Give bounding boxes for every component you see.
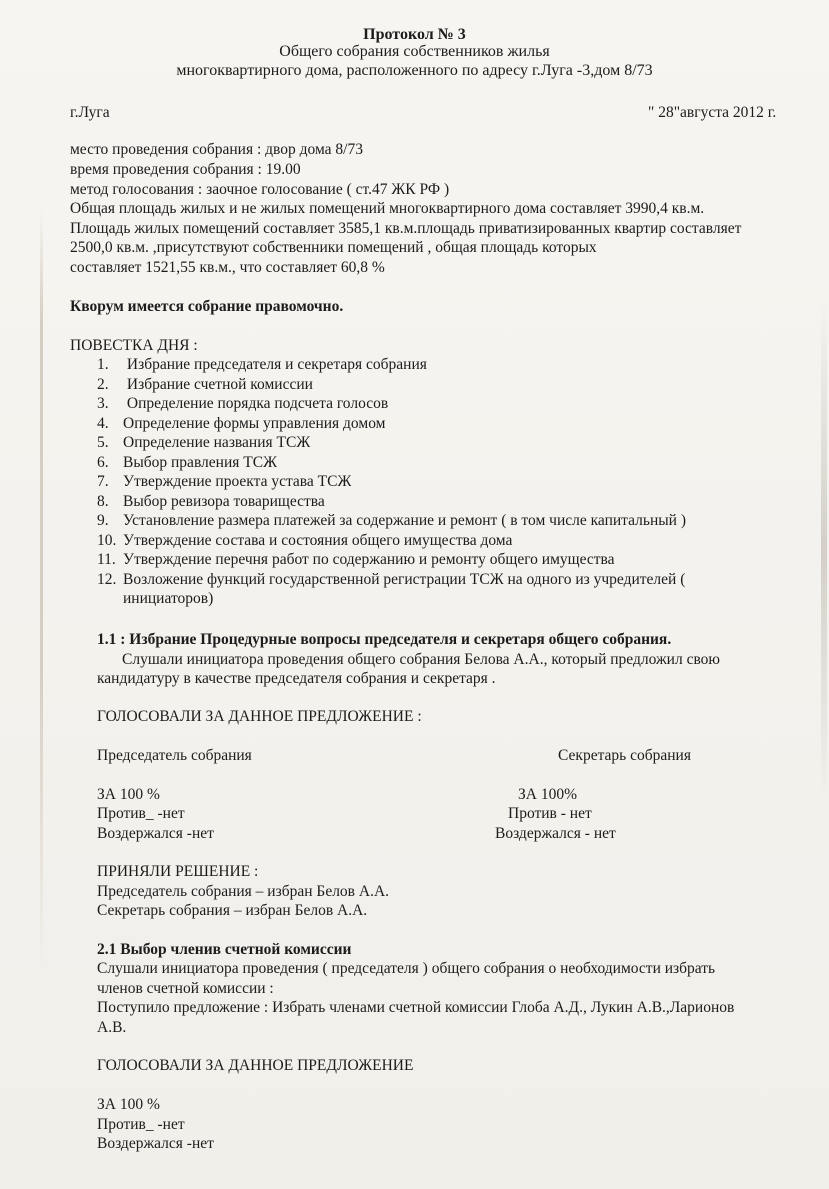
agenda-item-number: 12.: [97, 570, 117, 588]
agenda-item-number: 8.: [97, 492, 109, 510]
chairman-vote-title: Председатель собрания: [97, 747, 252, 764]
agenda-item-number: 2.: [97, 375, 109, 393]
secretary-vote-abstain: Воздержался - нет: [495, 825, 616, 842]
section-1-voted-heading: ГОЛОСОВАЛИ ЗА ДАННОЕ ПРЕДЛОЖЕНИЕ :: [97, 708, 422, 725]
section-1-paragraph-2: кандидатуру в качестве председателя собрания и секретаря .: [97, 670, 496, 687]
area-line-3: 2500,0 кв.м. ,присутствуют собственники помещений , общая площадь которых: [70, 239, 597, 256]
protocol-title: Протокол № 3: [363, 26, 466, 43]
agenda-item-text: Утверждение состава и состояния общего имущества дома: [123, 531, 513, 549]
secretary-vote-title: Секретарь собрания: [558, 747, 691, 764]
agenda-item-number: 6.: [97, 453, 109, 471]
protocol-subtitle-1: Общего собрания собственников жилья: [279, 43, 550, 60]
protocol-subtitle-2: многоквартирного дома, расположенного по адресу г.Луга -3,дом 8/73: [176, 62, 653, 79]
agenda-item: [97, 531, 512, 550]
section-1-heading: 1.1 : Избрание Процедурные вопросы председателя и секретаря общего собрания.: [97, 631, 672, 648]
agenda-item-number: 9.: [97, 512, 109, 529]
agenda-item-number: 1.: [97, 356, 109, 373]
agenda-item-number: 5.: [97, 434, 109, 451]
agenda-item-text: Выбор ревизора товарищества: [123, 492, 325, 510]
agenda-item: [97, 394, 388, 413]
paper-fold-line: [40, 210, 43, 970]
agenda-item: [97, 414, 385, 433]
chairman-vote-abstain: Воздержался -нет: [97, 825, 214, 842]
agenda-item: [97, 375, 313, 394]
agenda-item: [97, 550, 615, 569]
agenda-item-text: Определение названия ТСЖ: [123, 434, 311, 451]
section-2-vote-for: ЗА 100 %: [97, 1096, 160, 1113]
agenda-item-text: Утверждение перечня работ по содержанию и ремонту общего имущества: [123, 551, 615, 568]
agenda-heading: ПОВЕСТКА ДНЯ :: [70, 337, 198, 354]
decision-secretary: Секретарь собрания – избран Белов А.А.: [97, 902, 368, 919]
paper-edge-shadow: [821, 300, 827, 800]
area-line-4: составляет 1521,55 кв.м., что составляет 60,8 %: [70, 259, 385, 276]
agenda-item-text: инициаторов): [123, 590, 214, 607]
secretary-vote-for: ЗА 100%: [518, 786, 577, 803]
document-date: " 28"августа 2012 г.: [648, 104, 777, 121]
secretary-vote-against: Против - нет: [508, 805, 592, 822]
section-1-decision-heading: ПРИНЯЛИ РЕШЕНИЕ :: [97, 863, 259, 880]
agenda-item-text: Выбор правления ТСЖ: [123, 453, 277, 471]
section-2-paragraph-3: Поступило предложение : Избрать членами счетной комиссии Глоба А.Д., Лукин А.В.,Ларионов: [97, 999, 735, 1016]
section-2-vote-against: Против_ -нет: [97, 1116, 185, 1133]
section-2-paragraph-1: Слушали инициатора проведения ( председателя ) общего собрания о необходимости избрать: [97, 960, 716, 977]
agenda-item-text: Возложение функций государственной регистрации ТСЖ на одного из учредителей (: [123, 570, 686, 588]
chairman-vote-for: ЗА 100 %: [97, 786, 160, 803]
section-2-vote-abstain: Воздержался -нет: [97, 1135, 214, 1152]
city: г.Луга: [70, 104, 110, 121]
agenda-item-text: Определение порядка подсчета голосов: [123, 395, 389, 412]
voting-method: метод голосования : заочное голосование ( ст.47 ЖК РФ ): [70, 181, 450, 198]
agenda-item-text: Определение формы управления домом: [123, 414, 386, 432]
section-2-voted-heading: ГОЛОСОВАЛИ ЗА ДАННОЕ ПРЕДЛОЖЕНИЕ: [97, 1057, 414, 1074]
section-2-heading: 2.1 Выбор членив счетной комиссии: [97, 941, 352, 958]
agenda-item: [97, 472, 351, 491]
section-2-paragraph-4: А.В.: [97, 1019, 127, 1036]
decision-chairman: Председатель собрания – избран Белов А.А.: [97, 883, 390, 900]
chairman-vote-against: Против_ -нет: [97, 805, 185, 822]
agenda-item-number: 10.: [97, 531, 117, 549]
agenda-item-number: 7.: [97, 473, 109, 490]
area-line-1: Общая площадь жилых и не жилых помещений многоквартирного дома составляет 3990,4 кв.м.: [70, 200, 705, 217]
agenda-item-text: Установление размера платежей за содержание и ремонт ( в том числе капитальный ): [123, 512, 686, 529]
agenda-item-text: Утверждение проекта устава ТСЖ: [123, 473, 352, 490]
section-1-paragraph-1: Слушали инициатора проведения общего собрания Белова А.А., который предложил свою: [122, 651, 721, 668]
agenda-item: [97, 492, 325, 511]
section-2-paragraph-2: членов счетной комиссии :: [97, 980, 274, 997]
quorum-statement: Кворум имеется собрание правомочно.: [70, 298, 344, 315]
agenda-item-text: Избрание председателя и секретаря собрания: [123, 356, 427, 373]
agenda-item-number: 4.: [97, 414, 109, 432]
meeting-time: время проведения собрания : 19.00: [70, 161, 301, 178]
meeting-place: место проведения собрания : двор дома 8/73: [70, 141, 363, 158]
agenda-item: [97, 570, 685, 589]
agenda-item: [97, 511, 686, 530]
agenda-item: [97, 453, 277, 472]
agenda-item: [97, 355, 427, 374]
agenda-item: [97, 433, 310, 452]
area-line-2: Площадь жилых помещений составляет 3585,1 кв.м.площадь приватизированных квартир составляет: [70, 220, 742, 237]
agenda-item-number: 11.: [97, 551, 116, 568]
agenda-item-number: 3.: [97, 395, 109, 412]
agenda-item: [97, 589, 213, 608]
agenda-item-text: Избрание счетной комиссии: [123, 375, 313, 393]
